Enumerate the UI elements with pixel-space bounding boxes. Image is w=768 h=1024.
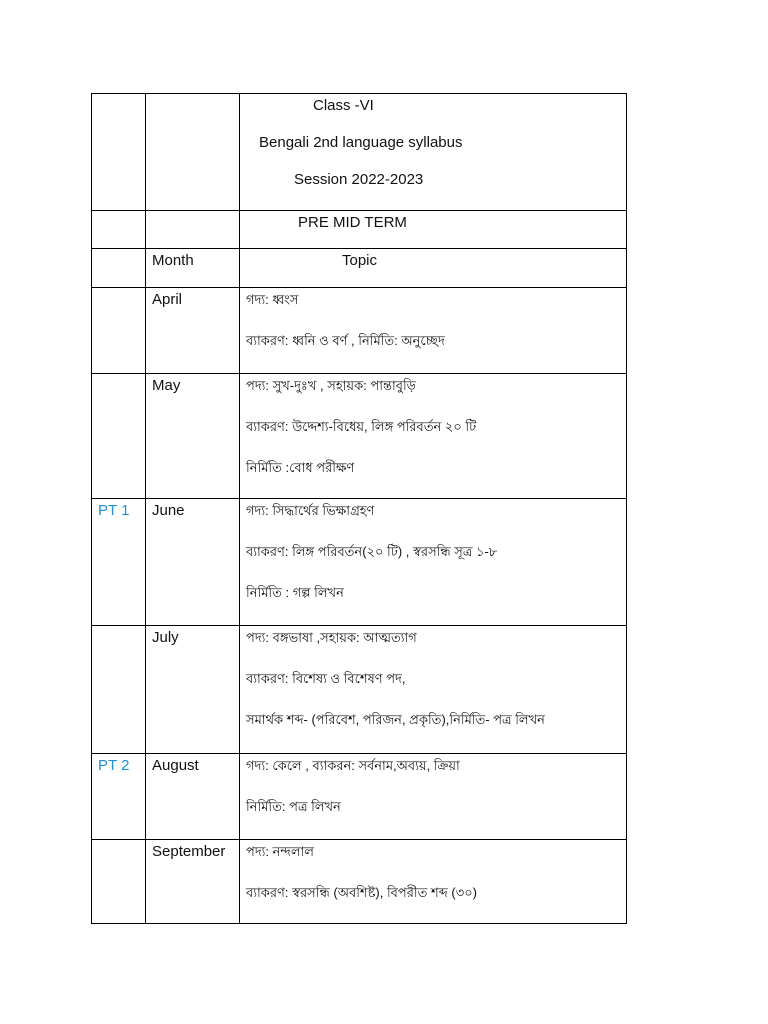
empty-cell — [146, 94, 240, 211]
column-header-row — [92, 249, 627, 288]
syllabus-table — [91, 93, 627, 924]
topic-column-header: Topic — [240, 249, 627, 288]
month-name: September — [146, 840, 240, 924]
month-row — [92, 499, 627, 626]
pt-label: PT 2 — [92, 754, 146, 840]
month-name: August — [146, 754, 240, 840]
month-row — [92, 754, 627, 840]
month-name: May — [146, 374, 240, 499]
empty-cell — [92, 94, 146, 211]
topic-line: গদ্য: কেলে , ব্যাকরন: সর্বনাম,অব্যয়, ক্রিয়া — [246, 758, 460, 773]
pt-label: PT 1 — [92, 499, 146, 626]
topic-line: ব্যাকরণ: ধ্বনি ও বর্ণ , নির্মিতি: অনুচ্ছেদ — [246, 333, 445, 348]
month-name: July — [146, 626, 240, 754]
empty-cell — [92, 211, 146, 249]
topic-line: নির্মিতি :বোধ পরীক্ষণ — [246, 460, 355, 475]
session-label: Session 2022-2023 — [294, 171, 424, 188]
topic-line: নির্মিতি: পত্র লিখন — [246, 799, 341, 814]
month-name: April — [146, 288, 240, 374]
topic-cell — [240, 374, 627, 499]
topic-line: গদ্য: ধ্বংস — [246, 292, 299, 307]
title-row — [92, 94, 627, 211]
topic-line: নির্মিতি : গল্প লিখন — [246, 585, 344, 600]
topic-cell — [240, 499, 627, 626]
term-row — [92, 211, 627, 249]
month-row — [92, 374, 627, 499]
topic-line: ব্যাকরণ: স্বরসন্ধি (অবশিষ্ট), বিপরীত শব্দ (৩০) — [246, 885, 477, 900]
topic-line: ব্যাকরণ: লিঙ্গ পরিবর্তন(২০ টি) , স্বরসন্ধি সূত্র ১-৮ — [246, 544, 498, 559]
month-row — [92, 840, 627, 924]
empty-cell — [92, 249, 146, 288]
pt-label — [92, 374, 146, 499]
topic-cell — [240, 626, 627, 754]
topic-cell — [240, 840, 627, 924]
month-name: June — [146, 499, 240, 626]
topic-cell — [240, 288, 627, 374]
topic-line: ব্যাকরণ: বিশেষ্য ও বিশেষণ পদ, — [246, 671, 406, 686]
pt-label — [92, 840, 146, 924]
topic-line: পদ্য: সুখ-দুঃখ , সহায়ক: পান্তাবুড়ি — [246, 378, 416, 393]
topic-line: সমার্থক শব্দ- (পরিবেশ, পরিজন, প্রকৃতি),নির্মিতি- পত্র লিখন — [246, 712, 545, 727]
topic-cell — [240, 754, 627, 840]
topic-line: পদ্য: নন্দলাল — [246, 844, 314, 859]
month-row — [92, 288, 627, 374]
document-header — [240, 94, 627, 211]
topic-line: গদ্য: সিদ্ধার্থের ভিক্ষাগ্রহণ — [246, 503, 375, 518]
term-heading: PRE MID TERM — [240, 211, 627, 249]
pt-label — [92, 288, 146, 374]
syllabus-title: Bengali 2nd language syllabus — [259, 134, 463, 151]
month-column-header: Month — [146, 249, 240, 288]
class-label: Class -VI — [313, 97, 374, 114]
topic-line: পদ্য: বঙ্গভাষা ,সহায়ক: আত্মত্যাগ — [246, 630, 417, 645]
empty-cell — [146, 211, 240, 249]
month-row — [92, 626, 627, 754]
topic-line: ব্যাকরণ: উদ্দেশ্য-বিধেয়, লিঙ্গ পরিবর্তন ২০ টি — [246, 419, 477, 434]
pt-label — [92, 626, 146, 754]
